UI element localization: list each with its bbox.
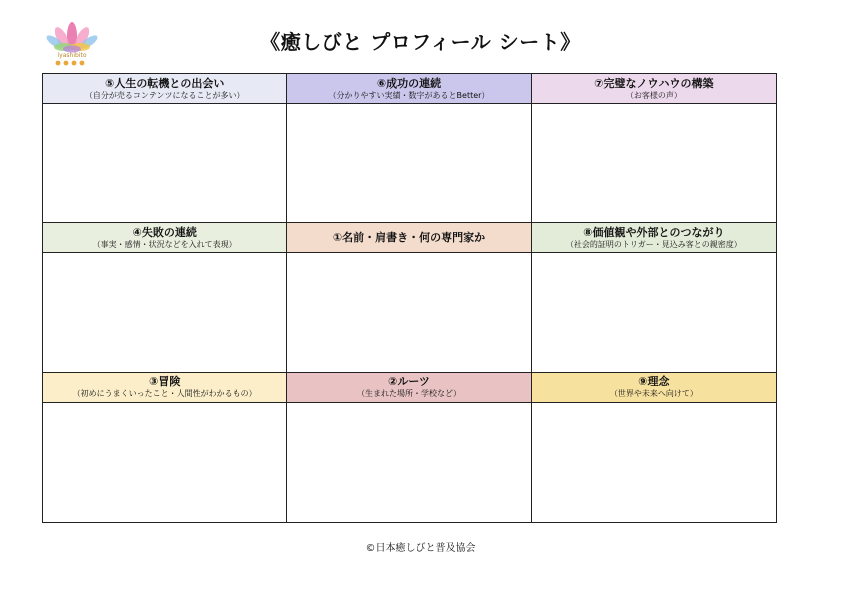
copyright: ©日本癒しびと普及協会 <box>365 543 476 554</box>
cell-writing-area[interactable] <box>287 403 530 522</box>
cell-title: ①名前・肩書き・何の専門家か <box>332 231 486 245</box>
cell-title: ③冒険 <box>149 375 181 389</box>
cell-header <box>43 74 286 104</box>
cell-writing-area[interactable] <box>532 104 776 222</box>
cell-header <box>287 223 530 253</box>
cell-adventure[interactable] <box>43 373 287 522</box>
cell-writing-area[interactable] <box>43 104 286 222</box>
cell-success[interactable] <box>287 74 531 223</box>
cell-writing-area[interactable] <box>287 253 530 371</box>
cell-title: ②ルーツ <box>388 375 430 389</box>
cell-roots[interactable] <box>287 373 531 522</box>
cell-writing-area[interactable] <box>532 403 776 522</box>
cell-failures[interactable] <box>43 223 287 372</box>
cell-writing-area[interactable] <box>43 253 286 371</box>
cell-header <box>43 373 286 403</box>
cell-subtitle: （生まれた場所・学校など） <box>356 389 461 399</box>
cell-writing-area[interactable] <box>43 403 286 522</box>
cell-turning-point[interactable] <box>43 74 287 223</box>
cell-title: ⑨理念 <box>638 375 670 389</box>
cell-subtitle: （初めにうまくいったこと・人間性がわかるもの） <box>72 389 257 399</box>
cell-subtitle: （世界や未来へ向けて） <box>609 389 698 399</box>
cell-philosophy[interactable] <box>532 373 776 522</box>
page-title: 《癒しびと プロフィール シート》 <box>260 30 581 54</box>
cell-subtitle: （お客様の声） <box>625 90 682 100</box>
cell-title: ⑥成功の連続 <box>376 76 442 90</box>
cell-header <box>532 373 776 403</box>
cell-title: ④失敗の連続 <box>132 225 197 239</box>
cell-subtitle: （社会的証明のトリガー・見込み客との親密度） <box>565 239 742 249</box>
cell-writing-area[interactable] <box>532 253 776 371</box>
cell-header <box>43 223 286 253</box>
cell-values[interactable] <box>532 223 776 372</box>
cell-name-title[interactable] <box>287 223 531 372</box>
cell-title: ⑧価値観や外部とのつながり <box>583 225 725 239</box>
cell-knowhow[interactable] <box>532 74 776 223</box>
cell-writing-area[interactable] <box>287 104 530 222</box>
profile-sheet-grid <box>42 73 777 523</box>
cell-title: ⑤人生の転機との出会い <box>105 76 225 90</box>
cell-header <box>532 74 776 104</box>
cell-header <box>532 223 776 253</box>
cell-title: ⑦完璧なノウハウの構築 <box>594 76 714 90</box>
cell-subtitle: （自分が売るコンテンツになることが多い） <box>84 90 245 100</box>
cell-subtitle: （事実・感情・状況などを入れて表現） <box>92 239 237 249</box>
cell-header <box>287 373 530 403</box>
logo-text: iyashibito <box>57 52 87 59</box>
cell-header <box>287 74 530 104</box>
cell-subtitle: （分かりやすい実績・数字があるとBetter） <box>328 90 490 100</box>
